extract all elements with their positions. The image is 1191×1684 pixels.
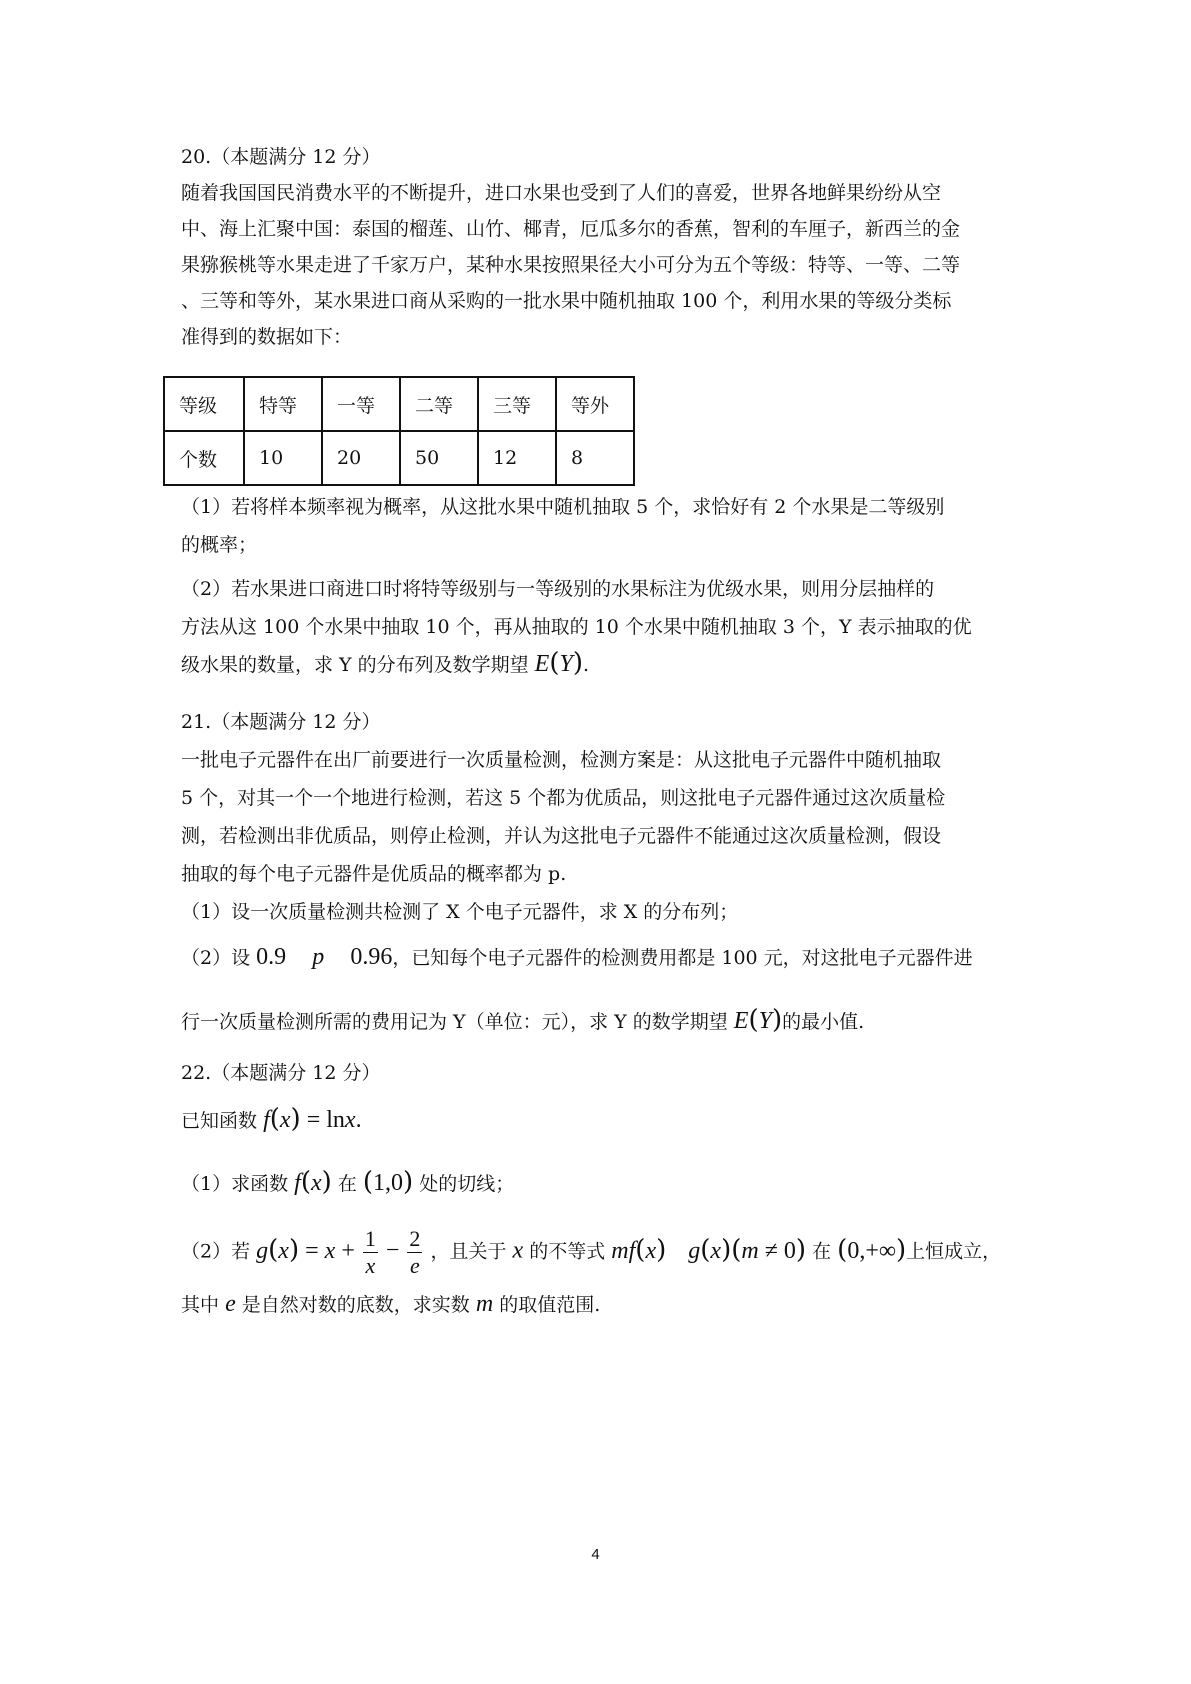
q20-line: 果猕猴桃等水果走进了千家万户，某种水果按照果径大小可分为五个等级：特等、一等、二等 xyxy=(181,254,961,276)
q20-part1: （1）若将样本频率视为概率，从这批水果中随机抽取 5 个，求恰好有 2 个水果是二等级别 xyxy=(181,496,945,518)
function-expr: f(x) xyxy=(294,1167,332,1197)
interval-expr: (0,+∞) xyxy=(837,1234,907,1265)
table-cell: 50 xyxy=(400,431,478,485)
expectation-formula: E(Y) xyxy=(534,648,584,678)
q20-part2-last: 级水果的数量，求 Y 的分布列及数学期望 E(Y). xyxy=(181,648,590,678)
range-upper: 0.96 xyxy=(350,944,393,970)
q22-intro: 已知函数 f(x) = lnx. xyxy=(181,1104,362,1134)
q22-part2: （2）若 g(x) = x + $\frac{1}{x}$ − $\frac{2}{e}$ ，且关于 x 的不等式 mf(x) g(x)(m ≠ 0) 在 (0,+∞)上恒成立， xyxy=(181,1226,1002,1278)
prob-variable: p xyxy=(312,944,325,970)
q21-part2: （2）设 0.9 p 0.96，已知每个电子元器件的检测费用都是 100 元，对这批电子元器件进 xyxy=(181,944,973,970)
q21-header: 21.（本题满分 12 分） xyxy=(181,711,381,733)
q22-header: 22.（本题满分 12 分） xyxy=(181,1062,381,1084)
q20-line: 随着我国国民消费水平的不断提升，进口水果也受到了人们的喜爱，世界各地鲜果纷纷从空 xyxy=(181,182,942,204)
q20-part2-text: 级水果的数量，求 Y 的分布列及数学期望 xyxy=(181,654,529,676)
q20-line: 、三等和等外，某水果进口商从采购的一批水果中随机抽取 100 个，利用水果的等级分类标 xyxy=(181,290,952,312)
q20-part2: （2）若水果进口商进口时将特等级别与一等级别的水果标注为优级水果，则用分层抽样的 xyxy=(181,578,935,600)
table-row xyxy=(164,431,634,485)
q22-part1: （1）求函数 f(x) 在 (1,0) 处的切线； xyxy=(181,1167,515,1197)
q21-line: 测，若检测出非优质品，则停止检测，并认为这批电子元器件不能通过这次质量检测，假设 xyxy=(181,825,942,847)
page-number: 4 xyxy=(591,1546,600,1563)
q20-part2-cont: 方法从这 100 个水果中抽取 10 个，再从抽取的 10 个水果中随机抽取 3 个，Y 表示抽取的优 xyxy=(181,616,972,638)
fraction-two-over-e: $\frac{2}{e}$ xyxy=(409,1226,421,1278)
grade-table xyxy=(163,376,635,486)
table-cell: 8 xyxy=(556,431,634,485)
table-cell: 等外 xyxy=(556,377,634,431)
q21-part2-last: 行一次质量检测所需的费用记为 Y（单位：元），求 Y 的数学期望 E(Y)的最小值. xyxy=(181,1005,865,1035)
table-cell: 20 xyxy=(322,431,400,485)
fraction-one-over-x: $\frac{1}{x}$ xyxy=(364,1226,376,1278)
table-cell: 二等 xyxy=(400,377,478,431)
q20-line: 准得到的数据如下： xyxy=(181,326,353,348)
table-cell: 特等 xyxy=(244,377,322,431)
q20-line: 中、海上汇聚中国：泰国的榴莲、山竹、椰青，厄瓜多尔的香蕉，智利的车厘子，新西兰的金 xyxy=(181,218,961,240)
table-cell: 10 xyxy=(244,431,322,485)
table-header-row xyxy=(164,377,634,431)
table-cell: 三等 xyxy=(478,377,556,431)
function-definition: f(x) = lnx xyxy=(263,1104,356,1134)
q21-line: 一批电子元器件在出厂前要进行一次质量检测，检测方案是：从这批电子元器件中随机抽取 xyxy=(181,749,942,771)
q21-part1: （1）设一次质量检测共检测了 X 个电子元器件，求 X 的分布列； xyxy=(181,901,739,923)
table-cell: 等级 xyxy=(164,377,244,431)
q20-header: 20.（本题满分 12 分） xyxy=(181,146,381,168)
q21-line: 5 个，对其一个一个地进行检测，若这 5 个都为优质品，则这批电子元器件通过这次质量检 xyxy=(181,787,946,809)
q22-part2-last: 其中 e 是自然对数的底数，求实数 m 的取值范围. xyxy=(181,1291,601,1317)
table-cell: 个数 xyxy=(164,431,244,485)
table-cell: 12 xyxy=(478,431,556,485)
range-lower: 0.9 xyxy=(256,944,287,970)
q21-line: 抽取的每个电子元器件是优质品的概率都为 p. xyxy=(181,863,567,885)
g-definition: g(x) = x + xyxy=(256,1234,361,1265)
table-cell: 一等 xyxy=(322,377,400,431)
point-expr: (1,0) xyxy=(362,1167,414,1197)
expectation-formula: E(Y) xyxy=(733,1005,783,1035)
q20-part1-cont: 的概率； xyxy=(181,534,258,556)
inequality-expr: mf(x) g(x)(m ≠ 0) xyxy=(611,1234,807,1265)
